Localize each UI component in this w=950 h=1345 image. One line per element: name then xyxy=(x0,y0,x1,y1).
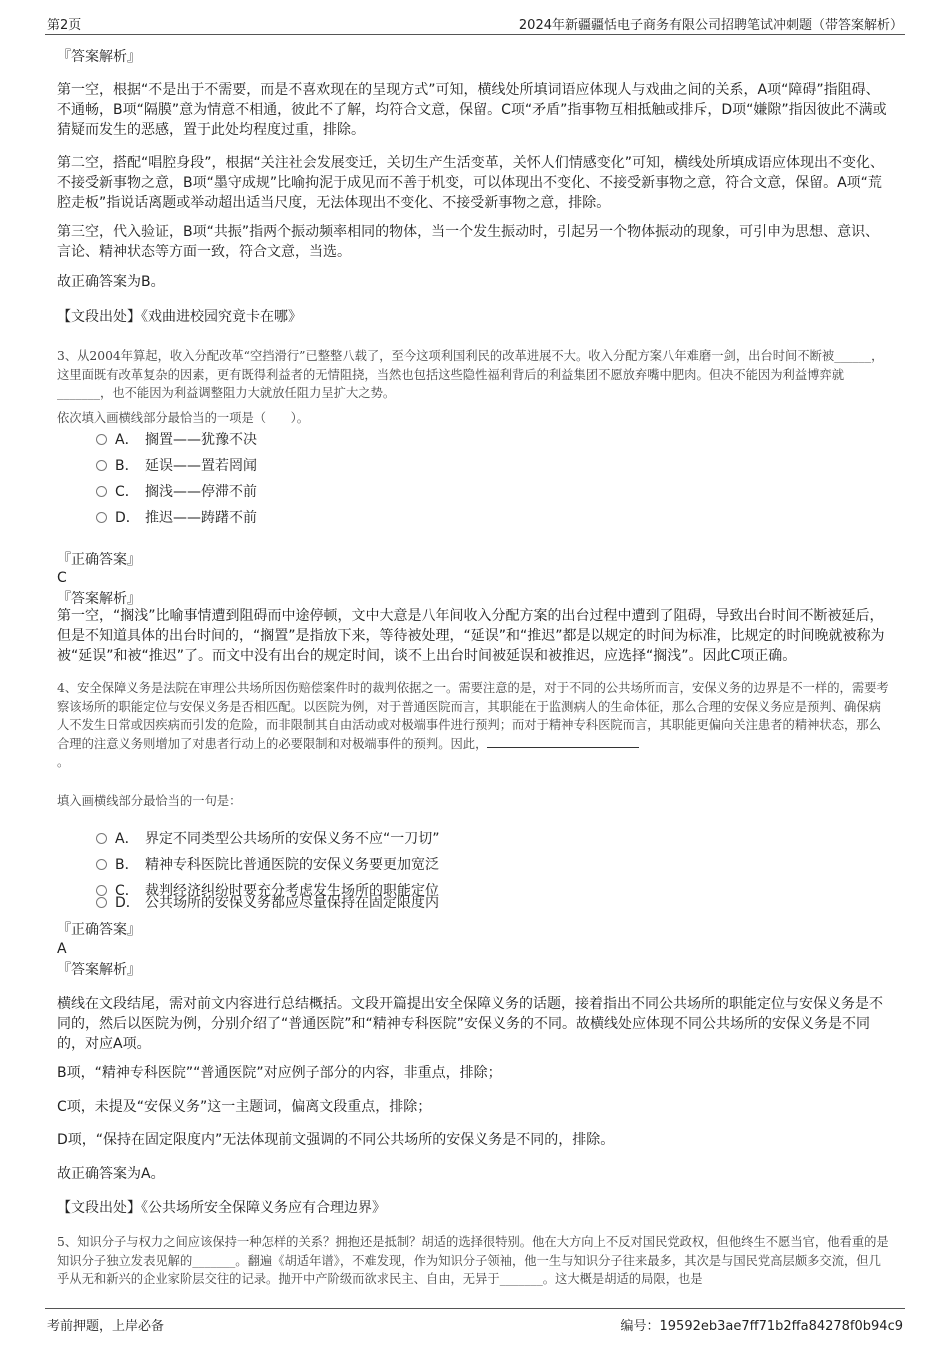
q2-analysis-p1: 第一空，根据“不是出于不需要，而是不喜欢现在的呈现方式”可知，横线处所填词语应体现人与戏曲之间的关系，A项“障碍”指阻碍、不通畅，B项“隔膜”意为情意不相通，彼此不了解，均符合文意，保留。C项“矛盾”指事物互相抵触或排斥，D项“嫌隙”指因彼此不满或猜疑而发生的恶感，置于此处均程度过重，排除。 xyxy=(57,82,887,138)
q3-option-a[interactable]: A． 搁置——犹豫不决 xyxy=(96,430,257,450)
q3-correct-label: 『正确答案』 xyxy=(57,552,141,568)
q4-option-a[interactable]: A． 界定不同类型公共场所的安保义务不应“一刀切” xyxy=(96,829,440,849)
q3-option-b[interactable]: B． 延误——置若罔闻 xyxy=(96,456,257,476)
footer-slogan: 考前押题，上岸必备 xyxy=(47,1319,165,1334)
q4-analysis-p3: C项，未提及“安保义务”这一主题词，偏离文段重点，排除； xyxy=(57,1099,432,1115)
q3-stem: 3、从2004年算起，收入分配改革“空挡滑行”已整整八载了，至今这项利国利民的改革进展不大。收入分配方案八年难磨一剑，出台时间不断被______，这里面既有改革复杂的因素，更有既得利益者的无情阻挠，当然也包括这些隐性福利背后的利益集团不愿放弃嘴中肥肉。但决不能因为利益博弈就_______，也不能因为利益调整阻力大就放任阻力呈扩大之势。 xyxy=(57,349,884,400)
q2-source: 【文段出处】《戏曲进校园究竟卡在哪》 xyxy=(57,309,302,325)
radio-button[interactable] xyxy=(96,512,107,523)
q4-correct-answer: A xyxy=(57,941,67,957)
q4-prompt: 填入画横线部分最恰当的一句是： xyxy=(57,794,242,808)
radio-button[interactable] xyxy=(96,833,107,844)
q4-analysis-p1: 横线在文段结尾，需对前文内容进行总结概括。文段开篇提出安全保障义务的话题，接着指出不同公共场所的职能定位与安保义务是不同的，然后以医院为例，分别介绍了“普通医院”和“精神专科医院”安保义务的不同。故横线处应体现不同公共场所的安保义务是不同的，对应A项。 xyxy=(57,996,883,1052)
q4-option-c[interactable]: C． 裁判经济纠纷时要充分考虑发生场所的职能定位 xyxy=(96,881,439,901)
q4-analysis-label: 『答案解析』 xyxy=(57,962,141,978)
page-header xyxy=(45,12,905,35)
q3-option-d[interactable]: D． 推迟——踌躇不前 xyxy=(96,508,257,528)
q3-option-c[interactable]: C． 搁浅——停滞不前 xyxy=(96,482,257,502)
document-id: 编号：19592eb3ae7ff71b2ffa84278f0b94c9 xyxy=(620,1319,903,1334)
radio-button[interactable] xyxy=(96,486,107,497)
q4-source: 【文段出处】《公共场所安全保障义务应有合理边界》 xyxy=(57,1200,386,1216)
q4-option-b[interactable]: B． 精神专科医院比普通医院的安保义务要更加宽泛 xyxy=(96,855,439,875)
q4-analysis-p4: D项，“保持在固定限度内”无法体现前文强调的不同公共场所的安保义务是不同的，排除。 xyxy=(57,1132,615,1148)
q2-analysis-p3: 第三空，代入验证，B项“共振”指两个振动频率相同的物体，当一个发生振动时，引起另一个物体振动的现象，可引申为思想、意识、言论、精神状态等方面一致，符合文意，当选。 xyxy=(57,224,880,260)
q4-conclusion: 故正确答案为A。 xyxy=(57,1166,165,1182)
q2-analysis-p2: 第二空，搭配“唱腔身段”，根据“关注社会发展变迁，关切生产生活变革，关怀人们情感变化”可知，横线处所填成语应体现出不变化、不接受新事物之意，B项“墨守成规”比喻拘泥于成见而不善于机变，可以体现出不变化、不接受新事物之意，符合文意，保留。A项“荒腔走板”指说话离题或举动超出适当尺度，无法体现出不变化、不接受新事物之意，排除。 xyxy=(57,155,885,211)
q4-correct-label: 『正确答案』 xyxy=(57,922,141,938)
radio-button[interactable] xyxy=(96,460,107,471)
page-number: 第2页 xyxy=(47,18,82,33)
document-title: 2024年新疆疆恬电子商务有限公司招聘笔试冲刺题（带答案解析） xyxy=(518,18,903,33)
answer-blank xyxy=(487,735,639,748)
q3-analysis-label: 『答案解析』 xyxy=(57,591,141,607)
page-footer xyxy=(45,1308,905,1337)
q4-analysis-p2: B项，“精神专科医院”“普通医院”对应例子部分的内容，非重点，排除； xyxy=(57,1065,502,1081)
q3-correct-answer: C xyxy=(57,570,67,586)
q4-stem: 4、安全保障义务是法院在审理公共场所因伤赔偿案件时的裁判依据之一。需要注意的是，对于不同的公共场所而言，安保义务的边界是不一样的，需要考察该场所的职能定位与安保义务是否相匹配。以医院为例，对于普通医院而言，其职能在于监测病人的生命体征，那么合理的安保义务应是预判、确保病人不发生日常或因疾病而引发的危险，而非限制其自由活动或对极端事件进行预判；而对于精神专科医院而言，其职能更偏向关注患者的精神状态，那么合理的注意义务则增加了对患者行动上的必要限制和对极端事件的预判。因此， 。 xyxy=(57,681,889,769)
radio-button[interactable] xyxy=(96,434,107,445)
radio-button[interactable] xyxy=(96,897,107,908)
q4-option-d[interactable]: D． 公共场所的安保义务都应尽量保持在固定限度内 xyxy=(96,893,439,913)
q5-stem: 5、知识分子与权力之间应该保持一种怎样的关系？拥抱还是抵制？胡适的选择很特别。他在大方向上不反对国民党政权，但他终生不愿当官，他看重的是知识分子独立发表见解的_______。翻遍《胡适年谱》，不难发现，作为知识分子领袖，他一生与知识分子往来最多，其次是与国民党高层颇多交流，但几乎从无和新兴的企业家阶层交往的记录。抛开中产阶级而欲求民主、自由，无异于_______。这大概是胡适的局限，也是 xyxy=(57,1235,889,1286)
q3-prompt: 依次填入画横线部分最恰当的一项是（ ）。 xyxy=(57,411,310,425)
q3-analysis: 第一空，“搁浅”比喻事情遭到阻碍而中途停顿，文中大意是八年间收入分配方案的出台过程中遭到了阻碍，导致出台时间不断被延后，但是不知道具体的出台时间的，“搁置”是指放下来，等待被处理，“延误”和“推迟”都是以规定的时间为标准，比规定的时间晚就被称为被“延误”和被“推迟”了。而文中没有出台的规定时间，谈不上出台时间被延误和被推迟，应选择“搁浅”。因此C项正确。 xyxy=(57,608,885,664)
radio-button[interactable] xyxy=(96,859,107,870)
q2-analysis-label: 『答案解析』 xyxy=(57,49,141,65)
q2-conclusion: 故正确答案为B。 xyxy=(57,274,165,290)
